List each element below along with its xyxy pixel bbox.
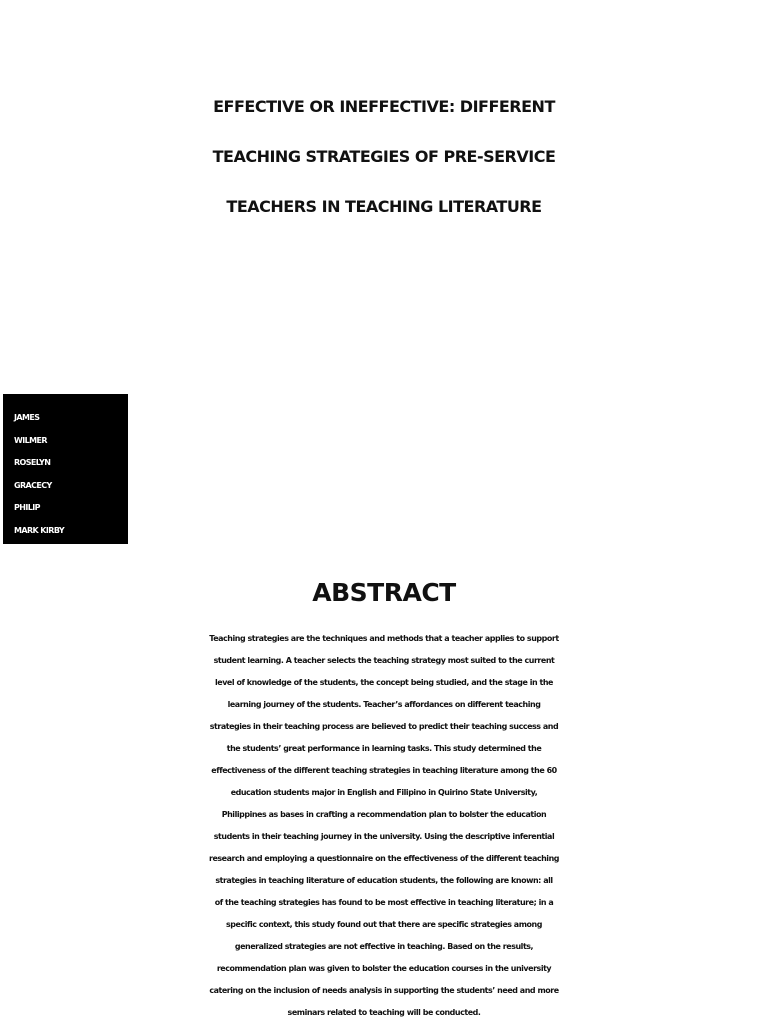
abstract-line: catering on the inclusion of needs analysis in supporting the students’ need and more bbox=[209, 986, 559, 995]
abstract-line: of the teaching strategies has found to be most effective in teaching literature; in a bbox=[214, 898, 554, 907]
author-name: GRACECY bbox=[14, 480, 52, 490]
abstract-line: learning journey of the students. Teacher’s affordances on different teaching bbox=[227, 700, 541, 709]
abstract-line: strategies in their teaching process are believed to predict their teaching success and bbox=[209, 722, 559, 731]
author-name: JAMES bbox=[14, 413, 40, 422]
abstract-line: effectiveness of the different teaching strategies in teaching literature among the 60 bbox=[211, 766, 557, 775]
abstract-line: level of knowledge of the students, the concept being studied, and the stage in the bbox=[215, 678, 553, 687]
author-name: ROSELYN bbox=[14, 458, 51, 467]
title-line: EFFECTIVE OR INEFFECTIVE: DIFFERENT bbox=[213, 97, 555, 116]
abstract-line: specific context, this study found out that there are specific strategies among bbox=[226, 920, 542, 929]
author-name: WILMER bbox=[14, 435, 47, 445]
title-line: TEACHERS IN TEACHING LITERATURE bbox=[226, 197, 542, 216]
document-title bbox=[0, 82, 768, 232]
abstract-line: student learning. A teacher selects the teaching strategy most suited to the current bbox=[213, 656, 555, 665]
authors-box bbox=[3, 394, 128, 544]
abstract-line: students in their teaching journey in the university. Using the descriptive inferential bbox=[213, 832, 555, 841]
abstract-body bbox=[0, 628, 768, 1024]
abstract-line: the students’ great performance in learning tasks. This study determined the bbox=[226, 744, 542, 753]
abstract-line: education students major in English and Filipino in Quirino State University, bbox=[230, 788, 538, 797]
title-line: TEACHING STRATEGIES OF PRE-SERVICE bbox=[212, 147, 556, 166]
abstract-line: Philippines as bases in crafting a recommendation plan to bolster the education bbox=[221, 810, 547, 819]
abstract-line: Teaching strategies are the techniques and methods that a teacher applies to support bbox=[209, 634, 559, 643]
abstract-line: research and employing a questionnaire on the effectiveness of the different teaching bbox=[208, 854, 560, 863]
abstract-heading: ABSTRACT bbox=[312, 578, 456, 607]
author-name: MARK KIRBY bbox=[14, 525, 65, 535]
abstract-line: strategies in teaching literature of education students, the following are known: all bbox=[215, 876, 553, 885]
abstract-line: seminars related to teaching will be conducted. bbox=[287, 1008, 481, 1017]
abstract-line: generalized strategies are not effective in teaching. Based on the results, bbox=[234, 942, 534, 951]
abstract-line: recommendation plan was given to bolster the education courses in the university bbox=[216, 964, 552, 973]
author-name: PHILIP bbox=[14, 503, 40, 512]
